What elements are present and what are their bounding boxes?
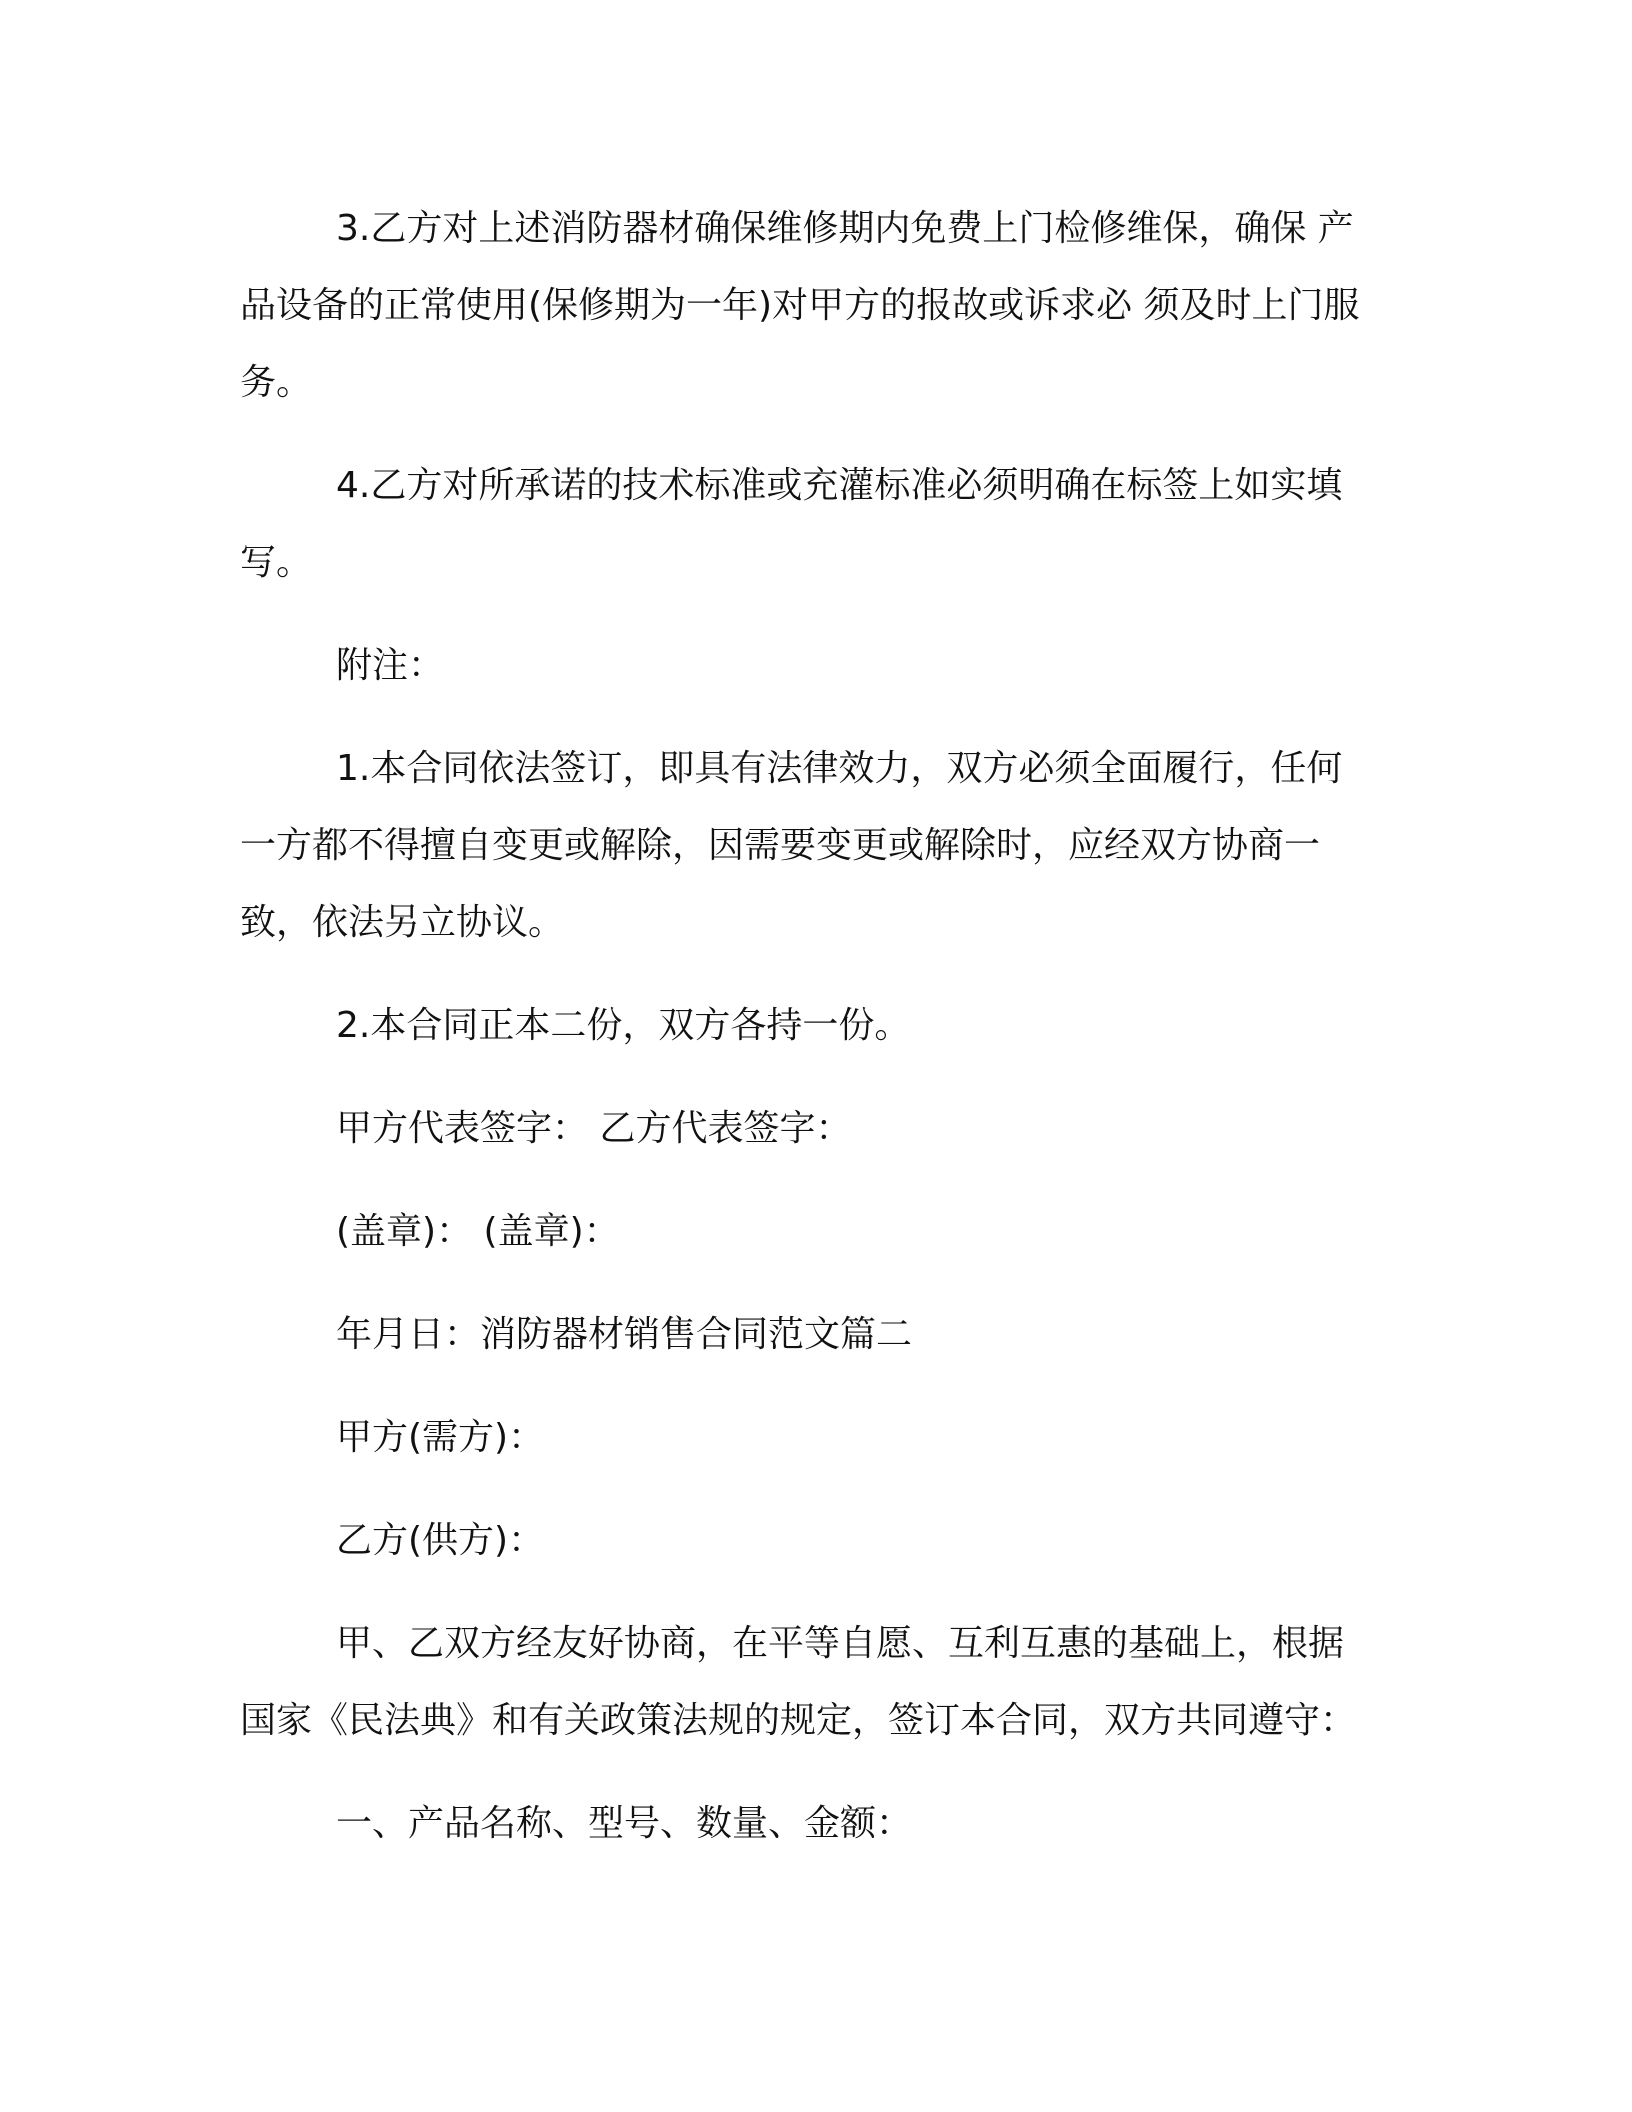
paragraph-label-clause: 4.乙方对所承诺的技术标准或充灌标准必须明确在标签上如实填写。 — [240, 465, 1343, 583]
paragraph-party-b: 乙方(供方)： — [336, 1520, 545, 1561]
paragraph-warranty-clause: 3.乙方对上述消防器材确保维修期内免费上门检修维保，确保 产品设备的正常使用(保修期为一年)对甲方的报故或诉求必 须及时上门服务。 — [240, 208, 1360, 403]
paragraph-party-a: 甲方(需方)： — [336, 1417, 545, 1458]
paragraph-preamble: 甲、乙双方经友好协商，在平等自愿、互利互惠的基础上，根据国家《民法典》和有关政策法规的规定，签订本合同，双方共同遵守： — [240, 1623, 1357, 1741]
paragraph-section-one: 一、产品名称、型号、数量、金额： — [336, 1803, 913, 1844]
paragraph-seals: (盖章)： (盖章)： — [336, 1211, 620, 1252]
document-page — [240, 190, 1375, 1888]
paragraph-date-title: 年月日：消防器材销售合同范文篇二 — [336, 1314, 913, 1355]
paragraph-notes-heading: 附注： — [336, 645, 445, 686]
paragraph-legal-effect: 1.本合同依法签订，即具有法律效力，双方必须全面履行，任何一方都不得擅自变更或解除，因需要变更或解除时，应经双方协商一致，依法另立协议。 — [240, 748, 1343, 943]
paragraph-signatures: 甲方代表签字： 乙方代表签字： — [336, 1108, 852, 1149]
paragraph-copies: 2.本合同正本二份，双方各持一份。 — [336, 1005, 911, 1046]
